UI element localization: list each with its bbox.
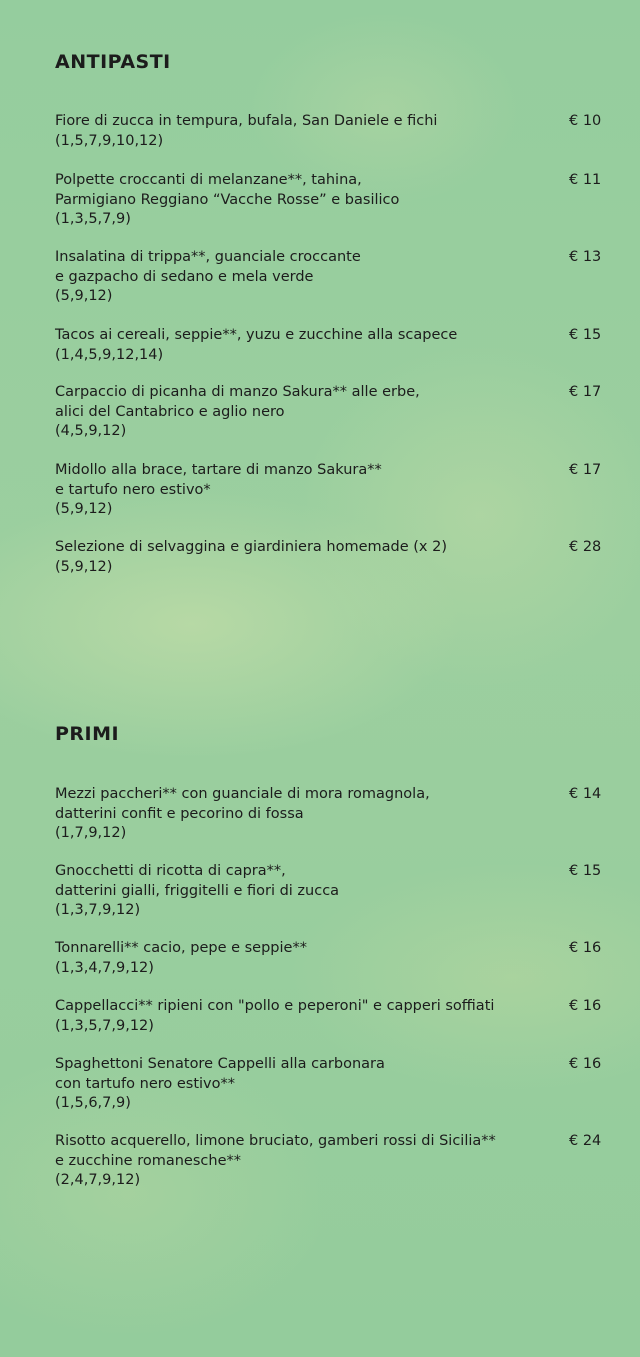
menu-item-description <box>55 1055 560 1114</box>
menu-item-description <box>55 939 560 978</box>
allergen-codes: (1,5,6,7,9) <box>55 1095 131 1111</box>
dish-description-line: e gazpacho di sedano e mela verde <box>55 268 314 285</box>
allergen-codes: (1,7,9,12) <box>55 825 127 841</box>
menu-item-price: € 24 <box>569 1133 602 1149</box>
menu-item-price: € 14 <box>569 786 602 802</box>
menu-item-price: € 16 <box>569 940 602 956</box>
allergen-codes: (4,5,9,12) <box>55 423 127 439</box>
menu-item-price: € 28 <box>569 539 602 555</box>
dish-description-line: Tonnarelli** cacio, pepe e seppie** <box>55 940 307 956</box>
allergen-codes: (5,9,12) <box>55 501 113 517</box>
menu-item-description <box>55 461 560 520</box>
dish-description-line: e tartufo nero estivo* <box>55 481 211 498</box>
menu-item-price: € 17 <box>569 462 602 478</box>
dish-description-line: Risotto acquerello, limone bruciato, gamberi rossi di Sicilia** <box>55 1133 496 1149</box>
menu-item-price: € 16 <box>569 998 602 1014</box>
menu-item-price: € 11 <box>569 172 602 188</box>
section-title-primi: PRIMI <box>55 723 120 745</box>
dish-description-line: Gnocchetti di ricotta di capra**, <box>55 863 286 879</box>
menu-item-price: € 17 <box>569 384 602 400</box>
menu-item-description <box>55 785 560 844</box>
menu-item-description <box>55 326 560 365</box>
menu-item-price: € 16 <box>569 1056 602 1072</box>
dish-description-line: Spaghettoni Senatore Cappelli alla carbonara <box>55 1056 385 1072</box>
dish-description-line: Insalatina di trippa**, guanciale croccante <box>55 249 361 265</box>
menu-item-description <box>55 383 560 442</box>
menu-item-price: € 15 <box>569 863 602 879</box>
allergen-codes: (2,4,7,9,12) <box>55 1172 141 1188</box>
menu-item-description <box>55 862 560 921</box>
menu-item-price: € 13 <box>569 249 602 265</box>
allergen-codes: (1,4,5,9,12,14) <box>55 346 164 363</box>
allergen-codes: (5,9,12) <box>55 288 113 304</box>
menu-item-description <box>55 248 560 307</box>
menu-item-price: € 10 <box>569 113 602 129</box>
allergen-codes: (1,3,5,7,9) <box>55 211 131 227</box>
dish-description-line: Fiore di zucca in tempura, bufala, San Daniele e fichi <box>55 113 438 129</box>
menu-item-price: € 15 <box>569 327 602 343</box>
menu-item-description <box>55 997 560 1036</box>
menu-item-description <box>55 1132 560 1191</box>
dish-description-line: Mezzi paccheri** con guanciale di mora romagnola, <box>55 786 430 802</box>
dish-description-line: con tartufo nero estivo** <box>55 1075 236 1092</box>
dish-description-line: Polpette croccanti di melanzane**, tahina, <box>55 172 362 188</box>
dish-description-line: Cappellacci** ripieni con "pollo e peperoni" e capperi soffiati <box>55 998 495 1014</box>
allergen-codes: (5,9,12) <box>55 558 113 575</box>
dish-description-line: Parmigiano Reggiano “Vacche Rosse” e basilico <box>55 191 400 208</box>
dish-description-line: e zucchine romanesche** <box>55 1152 241 1169</box>
allergen-codes: (1,5,7,9,10,12) <box>55 132 164 149</box>
allergen-codes: (1,3,4,7,9,12) <box>55 959 154 976</box>
dish-description-line: Selezione di selvaggina e giardiniera homemade (x 2) <box>55 539 448 555</box>
allergen-codes: (1,3,7,9,12) <box>55 902 141 918</box>
dish-description-line: alici del Cantabrico e aglio nero <box>55 403 285 420</box>
menu-item-description <box>55 171 560 230</box>
dish-description-line: datterini gialli, friggitelli e fiori di zucca <box>55 882 340 899</box>
dish-description-line: Carpaccio di picanha di manzo Sakura** alle erbe, <box>55 384 420 400</box>
menu-item-description <box>55 538 560 577</box>
allergen-codes: (1,3,5,7,9,12) <box>55 1017 154 1034</box>
dish-description-line: datterini confit e pecorino di fossa <box>55 805 304 822</box>
dish-description-line: Tacos ai cereali, seppie**, yuzu e zucchine alla scapece <box>55 327 458 343</box>
section-title-antipasti: ANTIPASTI <box>55 51 171 73</box>
menu-item-description <box>55 112 560 151</box>
dish-description-line: Midollo alla brace, tartare di manzo Sakura** <box>55 462 382 478</box>
